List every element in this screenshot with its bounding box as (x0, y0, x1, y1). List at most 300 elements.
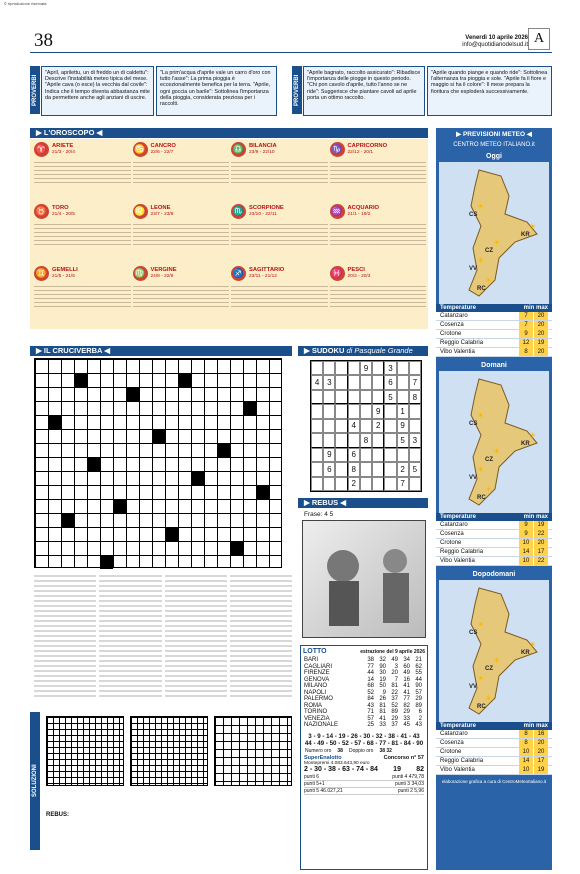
sun-icon: ☀ (529, 431, 537, 440)
sudoku-cell (397, 448, 409, 462)
map-city-label: KR (521, 441, 530, 447)
zodiac-icon: ♊ (34, 266, 49, 281)
zodiac-text-lines (133, 159, 230, 185)
sudoku-cell: 4 (348, 419, 360, 433)
zodiac-text-lines (34, 159, 131, 185)
city-name: Cosenza (440, 740, 464, 746)
sudoku-cell: 9 (372, 404, 384, 418)
max-temp: 17 (534, 757, 548, 765)
prize-row (304, 774, 424, 781)
zodiac-name: CANCRO (150, 143, 176, 150)
lotto-number: 57 (367, 715, 374, 722)
sudoku-cell: 8 (409, 390, 421, 404)
zodiac-head (330, 142, 427, 157)
lotto-number: 81 (391, 683, 398, 689)
doppio-oro: 38 32 (379, 747, 392, 754)
temperature-label: Temperature (440, 514, 476, 520)
clue-column (34, 572, 96, 700)
zodiac-sign (34, 266, 131, 326)
max-temp: 19 (534, 339, 548, 347)
calabria-map (439, 580, 549, 722)
map-city-label: CS (469, 630, 478, 636)
lotto-number: 9 (382, 689, 386, 696)
rebus-header: ▶ REBUS ◀ (298, 498, 428, 508)
zodiac-icon: ♋ (133, 142, 148, 157)
superenalotto-logo: SuperEnalotto (304, 754, 342, 761)
zodiac-name: SAGITTARIO (249, 267, 285, 274)
zodiac-dates: 21/3 - 20/4 (52, 149, 75, 155)
zodiac-text-lines (231, 221, 328, 247)
city-name: Catanzaro (440, 522, 468, 528)
sun-icon: ☀ (529, 640, 537, 649)
header-rule (30, 52, 552, 53)
zodiac-sign (330, 204, 427, 264)
max-temp: 16 (534, 730, 548, 738)
temperature-values (518, 312, 548, 320)
zodiac-icon: ♍ (133, 266, 148, 281)
city-name: Reggio Calabria (440, 549, 484, 555)
temperature-row (436, 539, 552, 548)
zodiac-text-lines (231, 159, 328, 185)
prize-label: punti 5+1 (304, 780, 325, 787)
temperature-label: Temperature (440, 723, 476, 729)
lotto-row (304, 722, 424, 729)
doppio-oro-label: Doppio oro (348, 747, 374, 754)
temperature-row (436, 748, 552, 757)
sudoku-cell (311, 404, 323, 418)
lotto-number: 2 (418, 715, 422, 722)
sudoku-cell (372, 462, 384, 476)
temperature-values (518, 748, 548, 756)
lotto-number: 37 (391, 722, 398, 728)
temperature-values (518, 339, 548, 347)
weather-map (439, 162, 549, 304)
zodiac-name: BILANCIA (249, 143, 277, 150)
sun-icon: ☀ (529, 222, 537, 231)
max-temp: 20 (534, 748, 548, 756)
sun-icon: ☀ (485, 485, 493, 494)
lotto-number: 29 (391, 715, 398, 722)
zodiac-sign (133, 204, 230, 264)
sudoku-cell (384, 448, 396, 462)
sun-icon: ☀ (477, 620, 485, 629)
calabria-map (439, 371, 549, 513)
sudoku-cell (397, 375, 409, 389)
sudoku-cell: 3 (384, 361, 396, 375)
zodiac-titles (249, 144, 277, 155)
lotto-number: 50 (379, 683, 386, 689)
city-name: Catanzaro (440, 313, 468, 319)
zodiac-icon: ♑ (330, 142, 345, 157)
lotto-results (301, 657, 427, 729)
clue-column (99, 572, 161, 700)
zodiac-head (133, 142, 230, 157)
sudoku-cell: 1 (397, 404, 409, 418)
lotto-number: 68 (367, 683, 374, 689)
zodiac-sign (34, 142, 131, 202)
sudoku-cell (335, 462, 347, 476)
sudoku-cell: 7 (409, 375, 421, 389)
zodiac-titles (151, 268, 177, 279)
zodiac-titles (151, 144, 176, 155)
lotto-number: 77 (367, 663, 374, 670)
weather-days (436, 152, 552, 775)
lotto-number: 6 (418, 709, 422, 715)
temperature-row (436, 757, 552, 766)
zodiac-head (231, 204, 328, 219)
zodiac-dates: 22/6 - 22/7 (150, 149, 174, 155)
temperature-row (436, 730, 552, 739)
rebus-drawing (303, 521, 427, 639)
sun-icon: ☀ (477, 256, 485, 265)
crossword-clues (34, 572, 292, 700)
sudoku-cell (384, 419, 396, 433)
weather-title: PREVISIONI METEO (462, 131, 526, 138)
min-max-label: min max (523, 305, 548, 311)
lotto-number: 7 (394, 676, 398, 683)
prize-table (301, 773, 427, 796)
min-temp: 10 (519, 766, 533, 774)
map-city-label: RC (477, 286, 486, 292)
temperature-row (436, 339, 552, 348)
lotto-number: 33 (379, 722, 386, 728)
lotto-number: 49 (403, 670, 410, 676)
map-city-label: VV (469, 475, 478, 481)
sudoku-cell (409, 419, 421, 433)
zodiac-head (231, 142, 328, 157)
zodiac-icon: ♉ (34, 204, 49, 219)
page-number: 38 (34, 30, 53, 51)
temperature-row (436, 557, 552, 566)
sudoku-cell: 3 (323, 375, 335, 389)
lotto-number: 52 (391, 702, 398, 709)
min-temp: 9 (519, 530, 533, 538)
sudoku-cell: 6 (348, 448, 360, 462)
lotto-city: NAPOLI (304, 689, 327, 696)
solution-crossword (46, 716, 124, 786)
sudoku-cell (335, 419, 347, 433)
lotto-city: TORINO (304, 709, 328, 715)
lotto-number: 30 (379, 670, 386, 676)
min-temp: 9 (519, 330, 533, 338)
sudoku-cell (397, 390, 409, 404)
zodiac-dates: 21/5 - 21/6 (52, 273, 75, 279)
sudoku-cell (372, 448, 384, 462)
sudoku-cell (311, 433, 323, 447)
sudoku-cell (384, 433, 396, 447)
sudoku-cell (348, 361, 360, 375)
zodiac-text-lines (231, 283, 328, 309)
sudoku-cell (311, 361, 323, 375)
sudoku-cell (384, 404, 396, 418)
newspaper-logo: A (528, 28, 550, 50)
rebus-phrase: Frase: 4 5 (304, 511, 334, 518)
prize-label: punti 4 479,78 (392, 773, 424, 780)
zodiac-titles (52, 268, 78, 279)
sun-icon: ☀ (493, 447, 501, 456)
sudoku-cell (335, 448, 347, 462)
lotto-number: 14 (367, 676, 374, 683)
zodiac-titles (348, 144, 388, 155)
sudoku-cell (360, 404, 372, 418)
zodiac-titles (151, 206, 174, 217)
zodiac-head (34, 142, 131, 157)
lotto-number: 77 (403, 696, 410, 702)
weather-source: CENTRO METEO ITALIANO.it (453, 142, 535, 148)
city-name: Vibo Valentia (440, 767, 475, 773)
weather-panel: ▶ PREVISIONI METEO ◀ CENTRO METEO ITALIANO.it Oggi CS ☀ KR ☀ CZ ☀ VV ☀ RC ☀ Temperature min max Catanzaro 7 20 Cosenza 7 20 Crotone 9 20 Reggio Calabria 12 19 Vibo Valentia 8 20 Domani CS ☀ KR ☀ CZ ☀ VV ☀ RC ☀ Temperature min max Catanzaro 9 19 Cosenza 9 22 Crotone 10 20 Reggio Calabria 14 17 Vibo Valentia 10 22 Dopodomani CS ☀ KR ☀ CZ ☀ VV ☀ RC ☀ Temperature min max Catanzaro 8 16 Cosenza 8 20 Crotone 10 20 Reggio Calabria 14 17 Vibo Valentia 10 19 elaborazione grafica a cura di CentroMeteoItaliano.it (436, 128, 552, 870)
zodiac-icon: ♐ (231, 266, 246, 281)
sudoku-cell (335, 404, 347, 418)
sudoku-cell: 5 (409, 462, 421, 476)
zodiac-titles (348, 206, 380, 217)
temperature-row (436, 521, 552, 530)
min-temp: 8 (519, 739, 533, 747)
lotto-number: 25 (367, 722, 374, 728)
zodiac-sign (133, 266, 230, 326)
lotto-number: 43 (367, 702, 374, 709)
superenalotto-numbers: 2 - 30 - 38 - 63 - 74 - 84 (304, 765, 378, 773)
temperature-row (436, 766, 552, 775)
min-temp: 12 (519, 339, 533, 347)
weather-day (436, 361, 552, 566)
sudoku-cell (360, 477, 372, 491)
temperature-label: Temperature (440, 305, 476, 311)
zodiac-dates: 23/11 - 21/12 (249, 273, 277, 279)
max-temp: 22 (534, 530, 548, 538)
sudoku-cell (335, 477, 347, 491)
zodiac-name: GEMELLI (52, 267, 78, 274)
temperature-values (518, 321, 548, 329)
zodiac-dates: 21/4 - 20/5 (52, 211, 75, 217)
sudoku-cell (335, 361, 347, 375)
solution-crossword (130, 716, 208, 786)
lotto-number: 52 (367, 689, 374, 696)
map-city-label: CZ (485, 248, 493, 254)
sudoku-cell (323, 404, 335, 418)
sudoku-cell (360, 390, 372, 404)
min-max-label: min max (523, 514, 548, 520)
zodiac-dates: 24/8 - 22/9 (150, 273, 174, 279)
map-city-label: CS (469, 212, 478, 218)
sudoku-cell (360, 375, 372, 389)
zodiac-dates: 20/2 - 20/3 (347, 273, 371, 279)
zodiac-text-lines (133, 283, 230, 309)
min-temp: 9 (519, 521, 533, 529)
sudoku-cell (372, 390, 384, 404)
temperature-row (436, 330, 552, 339)
lotto-number: 82 (403, 702, 410, 709)
temperature-values (518, 348, 548, 356)
zodiac-name: VERGINE (150, 267, 177, 274)
lotto-number: 34 (403, 657, 410, 663)
lotto-number: 44 (367, 670, 374, 676)
zodiac-name: LEONE (150, 205, 171, 212)
lotto-number: 22 (391, 689, 398, 696)
zodiac-name: CAPRICORNO (347, 143, 388, 150)
zodiac-text-lines (34, 221, 131, 247)
lotto-number: 16 (403, 676, 410, 683)
weather-day-title: Oggi (486, 153, 502, 160)
min-temp: 8 (519, 730, 533, 738)
map-city-label: KR (521, 232, 530, 238)
lotto-number: 44 (415, 676, 422, 683)
sudoku-cell: 9 (360, 361, 372, 375)
sudoku-cell: 7 (397, 477, 409, 491)
sudoku-cell (335, 375, 347, 389)
temperature-values (518, 539, 548, 547)
lotto-number: 38 (367, 657, 374, 663)
lotto-city: PALERMO (304, 696, 333, 702)
zodiac-name: ACQUARIO (347, 205, 380, 212)
sudoku-cell (348, 375, 360, 389)
lotto-number: 57 (415, 689, 422, 696)
proverbs-left-label: PROVERBI (30, 66, 40, 114)
weather-day (436, 570, 552, 775)
zodiac-titles (348, 268, 371, 279)
lotto10-numbers: 44 - 49 - 50 - 52 - 57 - 68 - 77 - 81 - 84 - 90 (304, 739, 424, 747)
lotto-number: 41 (379, 715, 386, 722)
min-temp: 10 (519, 557, 533, 565)
numero-oro-label: Numero oro (305, 747, 332, 754)
zodiac-dates: 23/10 - 22/11 (249, 211, 277, 217)
sudoku-cell (372, 433, 384, 447)
zodiac-sign (231, 142, 328, 202)
zodiac-sign (34, 204, 131, 264)
copyright-note: © riproduzione riservata (4, 1, 47, 6)
lotto-number: 19 (379, 676, 386, 683)
lotto-number: 41 (403, 689, 410, 696)
lotto-number: 71 (367, 709, 374, 715)
sudoku-cell: 9 (323, 448, 335, 462)
rebus-title: REBUS (311, 498, 339, 507)
zodiac-sign (231, 204, 328, 264)
solution-sudoku (214, 716, 292, 786)
sudoku-cell (372, 375, 384, 389)
sudoku-cell: 2 (372, 419, 384, 433)
max-temp: 20 (534, 330, 548, 338)
city-name: Vibo Valentia (440, 349, 475, 355)
max-temp: 19 (534, 521, 548, 529)
weather-day-title: Dopodomani (472, 571, 516, 578)
sudoku-header: ▶ SUDOKU di Pasquale Grande (298, 346, 428, 356)
weather-map (439, 371, 549, 513)
lotto-logo: LOTTO (303, 648, 327, 655)
jolly-number: 19 (393, 765, 401, 773)
lotto-city: ROMA (304, 702, 322, 709)
lotto-number: 90 (379, 663, 386, 670)
min-temp: 14 (519, 548, 533, 556)
lotto-number: 89 (415, 702, 422, 709)
lotto-number: 45 (403, 722, 410, 728)
lotto-number: 81 (379, 702, 386, 709)
zodiac-icon: ♓ (330, 266, 345, 281)
zodiac-dates: 21/1 - 19/2 (347, 211, 371, 217)
prize-row (304, 781, 424, 788)
zodiac-titles (249, 268, 284, 279)
sudoku-cell: 2 (397, 462, 409, 476)
max-temp: 20 (534, 312, 548, 320)
sudoku-cell (360, 419, 372, 433)
crossword-header: ▶ IL CRUCIVERBA ◀ (30, 346, 292, 356)
sudoku-cell: 4 (311, 375, 323, 389)
temperature-header (436, 513, 552, 521)
sudoku-cell (409, 477, 421, 491)
sudoku-cell (384, 462, 396, 476)
zodiac-name: TORO (52, 205, 69, 212)
sudoku-cell (323, 477, 335, 491)
rebus-illustration (302, 520, 426, 638)
sudoku-cell: 6 (384, 375, 396, 389)
min-max-label: min max (523, 723, 548, 729)
zodiac-sign (330, 142, 427, 202)
zodiac-icon: ♈ (34, 142, 49, 157)
sudoku-cell (311, 419, 323, 433)
map-city-label: VV (469, 684, 478, 690)
sudoku-cell (372, 477, 384, 491)
max-temp: 22 (534, 557, 548, 565)
lotto-number: 60 (403, 663, 410, 670)
sun-icon: ☀ (485, 694, 493, 703)
weather-day (436, 152, 552, 357)
sudoku-cell (323, 433, 335, 447)
jackpot: Montepremi 4.083.643,90 euro (304, 760, 370, 766)
crossword-grid (34, 358, 282, 568)
zodiac-titles (52, 206, 75, 217)
sudoku-cell (384, 477, 396, 491)
lotto-number: 3 (394, 663, 398, 670)
lotto-number: 29 (415, 696, 422, 702)
max-temp: 20 (534, 739, 548, 747)
zodiac-sign (133, 142, 230, 202)
clue-column (230, 572, 292, 700)
lotto-city: VENEZIA (304, 715, 330, 722)
crossword-title: IL CRUCIVERBA (43, 346, 103, 355)
zodiac-text-lines (330, 283, 427, 309)
zodiac-sign (330, 266, 427, 326)
lotto-number: 33 (403, 715, 410, 722)
temperature-values (518, 730, 548, 738)
sudoku-cell (409, 448, 421, 462)
sudoku-cell: 8 (360, 433, 372, 447)
city-name: Vibo Valentia (440, 558, 475, 564)
sudoku-cell: 3 (409, 433, 421, 447)
lotto-city: MILANO (304, 683, 328, 689)
zodiac-text-lines (133, 221, 230, 247)
prize-label: punti 5 46.027,21 (304, 787, 343, 794)
sudoku-cell (323, 390, 335, 404)
sun-icon: ☀ (485, 276, 493, 285)
temperature-row (436, 548, 552, 557)
zodiac-text-lines (330, 159, 427, 185)
sudoku-cell: 6 (323, 462, 335, 476)
zodiac-head (133, 204, 230, 219)
sudoku-cell (311, 477, 323, 491)
temperature-values (518, 757, 548, 765)
sudoku-cell: 5 (397, 433, 409, 447)
prize-label: punti 2 5,96 (397, 787, 424, 794)
lotto-city: BARI (304, 657, 319, 663)
min-temp: 7 (519, 321, 533, 329)
sudoku-cell: 5 (384, 390, 396, 404)
temperature-values (518, 530, 548, 538)
zodiac-titles (52, 144, 75, 155)
city-name: Reggio Calabria (440, 758, 484, 764)
weather-day-title: Domani (481, 362, 507, 369)
sudoku-cell (397, 361, 409, 375)
weather-credit: elaborazione grafica a cura di CentroMeteoItaliano.it (441, 779, 547, 784)
proverb-box: "La prim'acqua d'aprile vale un carro d'oro con tutto l'asse": La prima pioggia è eccezionalmente benefica per la terra. "Aprile, ogni goccia un barile": Sottolinea l'importanza della pioggia, considerata preziosa per i raccolti. (156, 66, 277, 116)
